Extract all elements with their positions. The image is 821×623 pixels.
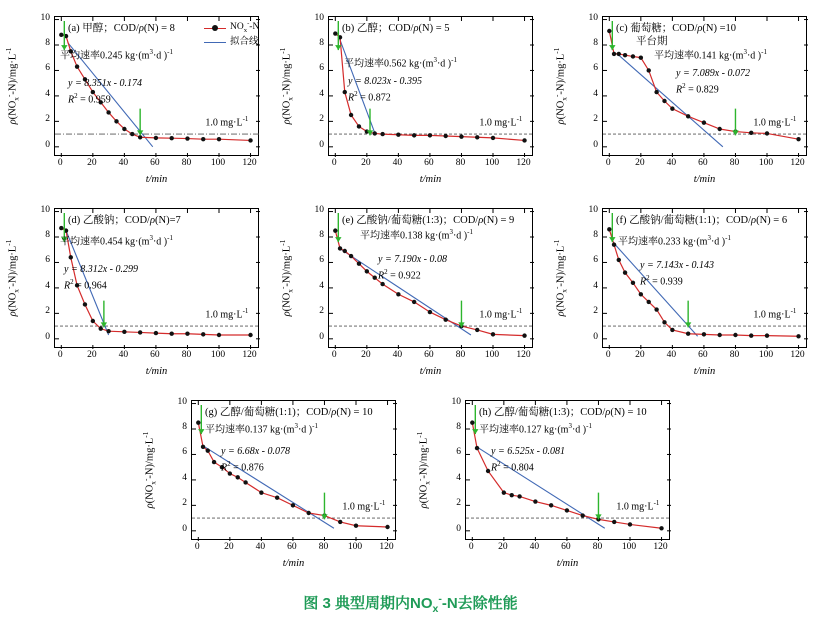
x-tick-label: 0 <box>468 542 474 552</box>
y-tick-label: 4 <box>319 88 324 99</box>
marker-arrow <box>198 405 204 434</box>
y-tick-label: 6 <box>456 447 461 458</box>
y-tick-label: 4 <box>593 280 598 291</box>
fit-equation: y = 8.312x - 0.299 <box>64 264 138 275</box>
y-tick-label: 2 <box>182 498 187 509</box>
x-tick-label: 20 <box>361 350 371 360</box>
x-tick-label: 40 <box>666 350 677 360</box>
legend-label-fit: 拟合线 <box>230 37 259 48</box>
x-tick-label: 40 <box>666 158 677 168</box>
marker-arrow <box>335 213 341 242</box>
x-tick-label: 80 <box>455 158 466 168</box>
x-tick-label: 60 <box>424 158 434 168</box>
y-tick-label: 8 <box>593 38 598 48</box>
x-tick-label: 60 <box>287 542 297 552</box>
y-tick-label: 4 <box>319 280 324 291</box>
y-axis-label: $\rho(NO_x^--N)/mg\cdot L^{-1}$ <box>141 431 158 509</box>
y-tick-label: 8 <box>319 38 324 48</box>
y-tick-label: 0 <box>319 331 324 342</box>
marker-arrow <box>458 301 464 328</box>
x-tick-label: 60 <box>150 158 160 168</box>
fit-r2: $R^2 = 0.804$ <box>491 460 534 474</box>
figure-caption-text: 典型周期内$NO_x^--N$去除性能 <box>335 593 518 615</box>
x-tick-label: 40 <box>118 158 129 168</box>
marker-arrow <box>137 109 143 136</box>
x-tick-label: 100 <box>210 158 226 168</box>
x-tick-label: 0 <box>331 158 337 168</box>
x-tick-label: 60 <box>561 542 571 552</box>
panel-title: (a) 甲醇；COD/ρ(N) = 8 <box>68 23 175 34</box>
x-tick-label: 120 <box>790 350 805 360</box>
y-axis-label: $\rho(NO_x^--N)/mg\cdot L^{-1}$ <box>278 239 295 317</box>
rate-annotation: 平均速率0.138 $kg\cdot(m^3\cdot d$ )$^{-1}$ <box>360 228 473 242</box>
fit-equation: y = 7.143x - 0.143 <box>640 260 714 271</box>
x-tick-label: 80 <box>181 158 192 168</box>
x-tick-label: 120 <box>516 158 531 168</box>
x-tick-label: 40 <box>529 542 540 552</box>
x-tick-label: 0 <box>57 158 63 168</box>
legend-line-icon <box>204 42 226 43</box>
x-tick-label: 100 <box>210 350 226 360</box>
legend-item-points <box>204 20 259 36</box>
y-tick-label: 8 <box>45 38 50 48</box>
x-tick-label: 120 <box>242 158 257 168</box>
y-tick-label: 8 <box>182 422 187 432</box>
x-tick-label: 100 <box>484 158 500 168</box>
fit-equation: y = 6.525x - 0.081 <box>491 446 565 457</box>
marker-arrow <box>595 493 601 520</box>
y-tick-label: 8 <box>319 230 324 240</box>
x-tick-label: 80 <box>318 542 329 552</box>
fit-equation: y = 7.190x - 0.08 <box>378 254 447 265</box>
x-tick-label: 100 <box>758 158 774 168</box>
x-axis-label: t/min <box>556 558 579 569</box>
x-tick-label: 20 <box>635 158 645 168</box>
panel-subtitle: 平台期 <box>636 36 668 47</box>
y-tick-label: 6 <box>319 63 324 74</box>
chart-panel-f <box>552 198 820 384</box>
y-tick-label: 2 <box>319 306 324 317</box>
y-tick-label: 6 <box>45 63 50 74</box>
threshold-label: 1.0 $mg\cdot L^{-1}$ <box>753 307 797 321</box>
chart-panel-e <box>278 198 546 384</box>
rate-annotation: 平均速率0.562 $kg\cdot(m^3\cdot d$ )$^{-1}$ <box>344 56 457 70</box>
x-tick-label: 40 <box>118 350 129 360</box>
y-tick-label: 0 <box>593 331 598 342</box>
fit-r2: $R^2 = 0.939$ <box>640 274 683 288</box>
x-tick-label: 80 <box>455 350 466 360</box>
fit-equation: y = 8.351x - 0.174 <box>68 78 142 89</box>
y-axis-label: $\rho(NO_x^--N)/mg\cdot L^{-1}$ <box>552 47 569 125</box>
threshold-label: 1.0 $mg\cdot L^{-1}$ <box>479 307 523 321</box>
x-tick-label: 20 <box>87 350 97 360</box>
fit-equation: y = 6.68x - 0.078 <box>221 446 290 457</box>
panel-title: (e) 乙酸钠/葡萄糖(1:3)；COD/ρ(N) = 9 <box>342 215 515 226</box>
y-tick-label: 2 <box>593 114 598 125</box>
fit-r2: $R^2 = 0.872$ <box>348 90 391 104</box>
y-tick-label: 8 <box>456 422 461 432</box>
panel-title: (d) 乙酸钠；COD/ρ(N)=7 <box>68 215 181 226</box>
y-axis-label: $\rho(NO_x^--N)/mg\cdot L^{-1}$ <box>4 47 21 125</box>
y-tick-label: 6 <box>593 63 598 74</box>
x-axis-label: t/min <box>419 366 442 377</box>
y-tick-label: 4 <box>593 88 598 99</box>
x-tick-label: 40 <box>255 542 266 552</box>
x-tick-label: 40 <box>392 158 403 168</box>
panel-title: (g) 乙醇/葡萄糖(1:1)；COD/ρ(N) = 10 <box>205 407 373 418</box>
fit-r2: $R^2 = 0.922$ <box>378 268 421 282</box>
y-axis-label: $\rho(NO_x^--N)/mg\cdot L^{-1}$ <box>278 47 295 125</box>
x-tick-label: 0 <box>605 158 611 168</box>
fit-r2: $R^2 = 0.959$ <box>68 92 111 106</box>
y-tick-label: 10 <box>588 204 598 215</box>
panel-title: (f) 乙酸钠/葡萄糖(1:1)；COD/ρ(N) = 6 <box>616 215 788 226</box>
threshold-label: 1.0 $mg\cdot L^{-1}$ <box>479 115 523 129</box>
y-tick-label: 6 <box>593 255 598 266</box>
chart-panel-h <box>415 390 683 576</box>
fit-equation: y = 8.023x - 0.395 <box>348 76 422 87</box>
x-tick-label: 20 <box>635 350 645 360</box>
x-tick-label: 100 <box>347 542 363 552</box>
rate-annotation: 平均速率0.454 $kg\cdot(m^3\cdot d$ )$^{-1}$ <box>60 234 173 248</box>
marker-arrow <box>472 405 478 434</box>
y-tick-label: 10 <box>177 396 187 407</box>
y-tick-label: 6 <box>182 447 187 458</box>
y-tick-label: 6 <box>319 255 324 266</box>
chart-panel-b <box>278 6 546 192</box>
x-axis-label: t/min <box>145 366 168 377</box>
y-tick-label: 4 <box>182 472 187 483</box>
threshold-label: 1.0 $mg\cdot L^{-1}$ <box>753 115 797 129</box>
y-tick-label: 8 <box>593 230 598 240</box>
y-tick-label: 2 <box>45 114 50 125</box>
x-axis-label: t/min <box>693 366 716 377</box>
x-tick-label: 20 <box>224 542 234 552</box>
fit-r2: $R^2 = 0.876$ <box>221 460 264 474</box>
y-axis-label: $\rho(NO_x^--N)/mg\cdot L^{-1}$ <box>4 239 21 317</box>
x-tick-label: 80 <box>592 542 603 552</box>
rate-annotation: 平均速率0.137 $kg\cdot(m^3\cdot d$ )$^{-1}$ <box>205 422 318 436</box>
x-tick-label: 40 <box>392 350 403 360</box>
marker-arrow <box>732 109 738 136</box>
legend-label-points: $NO_x^--N$ <box>230 20 260 35</box>
rate-annotation: 平均速率0.127 $kg\cdot(m^3\cdot d$ )$^{-1}$ <box>479 422 592 436</box>
x-tick-label: 0 <box>605 350 611 360</box>
x-axis-label: t/min <box>282 558 305 569</box>
y-axis-label: $\rho(NO_x^--N)/mg\cdot L^{-1}$ <box>415 431 432 509</box>
x-tick-label: 120 <box>242 350 257 360</box>
chart-panel-a <box>4 6 272 192</box>
y-tick-label: 0 <box>319 139 324 150</box>
x-tick-label: 100 <box>621 542 637 552</box>
legend-marker-icon <box>204 24 226 32</box>
x-tick-label: 120 <box>653 542 668 552</box>
y-tick-label: 10 <box>314 12 324 23</box>
x-tick-label: 80 <box>181 350 192 360</box>
chart-panel-c <box>552 6 820 192</box>
x-tick-label: 120 <box>516 350 531 360</box>
x-tick-label: 80 <box>729 350 740 360</box>
rate-annotation: 平均速率0.141 $kg\cdot(m^3\cdot d$ )$^{-1}$ <box>654 48 767 62</box>
y-tick-label: 4 <box>456 472 461 483</box>
y-tick-label: 2 <box>456 498 461 509</box>
x-tick-label: 100 <box>484 350 500 360</box>
legend <box>204 20 259 49</box>
legend-item-fit <box>204 36 259 49</box>
fit-r2: $R^2 = 0.964$ <box>64 278 107 292</box>
y-tick-label: 6 <box>45 255 50 266</box>
x-tick-label: 60 <box>150 350 160 360</box>
y-tick-label: 10 <box>40 204 50 215</box>
x-tick-label: 80 <box>729 158 740 168</box>
marker-arrow <box>321 493 327 520</box>
x-tick-label: 20 <box>361 158 371 168</box>
fit-r2: $R^2 = 0.829$ <box>676 82 719 96</box>
y-tick-label: 0 <box>182 523 187 534</box>
marker-arrow <box>101 301 107 328</box>
threshold-label: 1.0 $mg\cdot L^{-1}$ <box>342 499 386 513</box>
y-tick-label: 10 <box>40 12 50 23</box>
x-axis-label: t/min <box>419 174 442 185</box>
chart-panel-d <box>4 198 272 384</box>
panel-title: (c) 葡萄糖；COD/ρ(N) =10 <box>616 23 737 34</box>
x-tick-label: 100 <box>758 350 774 360</box>
panel-title: (h) 乙醇/葡萄糖(1:3)；COD/ρ(N) = 10 <box>479 407 647 418</box>
figure-number: 图 3 <box>303 595 331 612</box>
marker-arrow <box>685 301 691 328</box>
threshold-label: 1.0 $mg\cdot L^{-1}$ <box>205 115 249 129</box>
y-tick-label: 10 <box>314 204 324 215</box>
x-tick-label: 120 <box>379 542 394 552</box>
y-tick-label: 0 <box>456 523 461 534</box>
x-tick-label: 0 <box>57 350 63 360</box>
x-tick-label: 60 <box>698 350 708 360</box>
y-tick-label: 0 <box>45 139 50 150</box>
y-tick-label: 8 <box>45 230 50 240</box>
x-tick-label: 20 <box>87 158 97 168</box>
plot-area <box>602 208 807 348</box>
x-tick-label: 120 <box>790 158 805 168</box>
x-tick-label: 20 <box>498 542 508 552</box>
y-tick-label: 2 <box>319 114 324 125</box>
x-axis-label: t/min <box>145 174 168 185</box>
y-tick-label: 4 <box>45 280 50 291</box>
x-tick-label: 0 <box>194 542 200 552</box>
y-tick-label: 2 <box>45 306 50 317</box>
y-tick-label: 0 <box>593 139 598 150</box>
panel-title: (b) 乙醇；COD/ρ(N) = 5 <box>342 23 450 34</box>
y-tick-label: 2 <box>593 306 598 317</box>
chart-panel-g <box>141 390 409 576</box>
rate-annotation: 平均速率0.233 $kg\cdot(m^3\cdot d$ )$^{-1}$ <box>618 234 731 248</box>
x-tick-label: 0 <box>331 350 337 360</box>
y-axis-label: $\rho(NO_x^--N)/mg\cdot L^{-1}$ <box>552 239 569 317</box>
y-tick-label: 0 <box>45 331 50 342</box>
y-tick-label: 10 <box>451 396 461 407</box>
figure-caption <box>0 592 821 615</box>
x-axis-label: t/min <box>693 174 716 185</box>
x-tick-label: 60 <box>698 158 708 168</box>
threshold-label: 1.0 $mg\cdot L^{-1}$ <box>616 499 660 513</box>
y-tick-label: 10 <box>588 12 598 23</box>
fit-equation: y = 7.089x - 0.072 <box>676 68 750 79</box>
y-tick-label: 4 <box>45 88 50 99</box>
threshold-label: 1.0 $mg\cdot L^{-1}$ <box>205 307 249 321</box>
rate-annotation: 平均速率0.245 $kg\cdot(m^3\cdot d$ )$^{-1}$ <box>60 48 173 62</box>
x-tick-label: 60 <box>424 350 434 360</box>
